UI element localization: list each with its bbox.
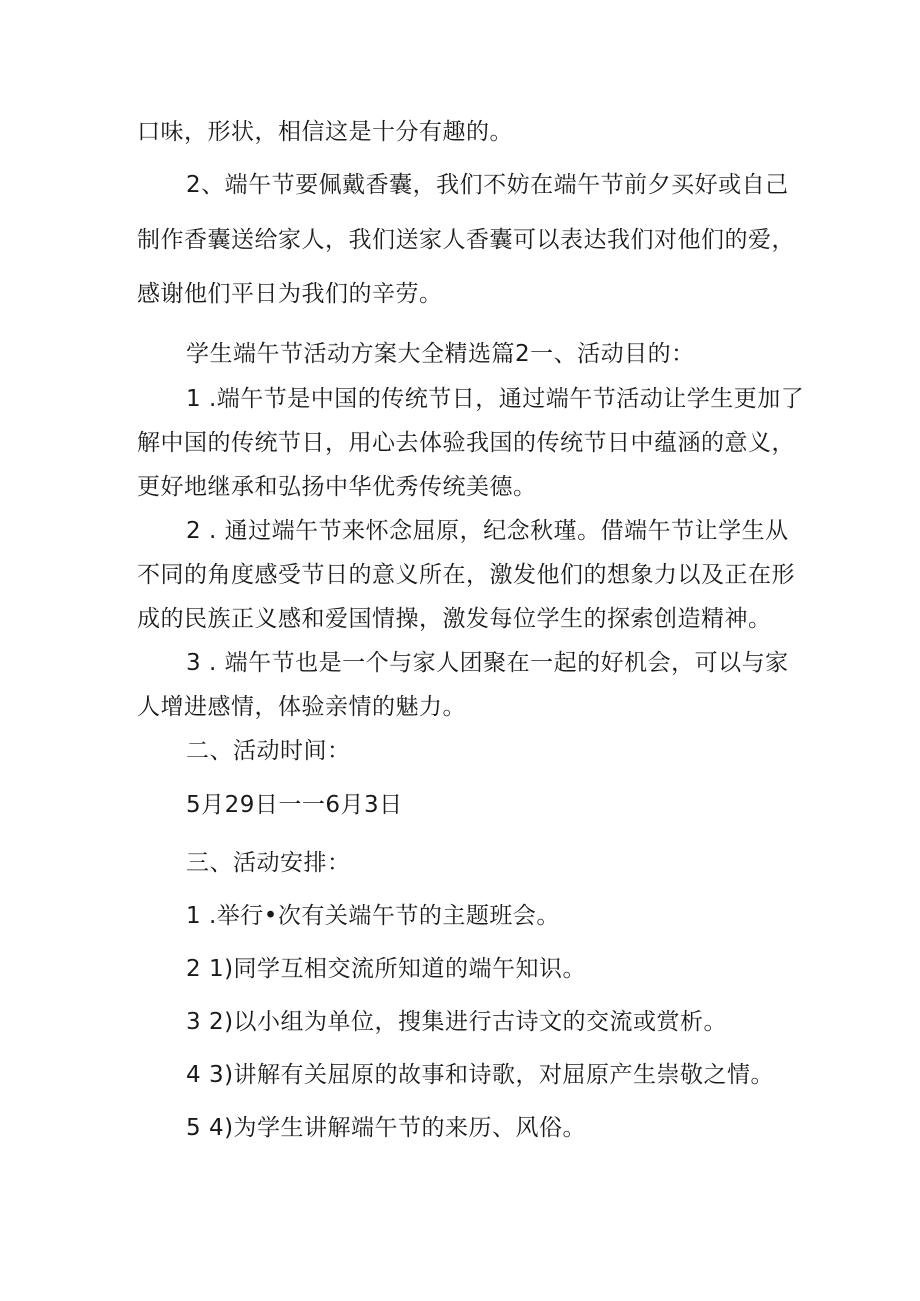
list-item: 4 3)讲解有关屈原的故事和诗歌，对屈原产生崇敬之情。 xyxy=(186,1062,775,1088)
list-item: 3 2)以小组为单位，搜集进行古诗文的交流或赏析。 xyxy=(186,1009,728,1035)
text-line: 口味，形状，相信这是十分有趣的。 xyxy=(137,119,513,145)
text-line: 感谢他们平日为我们的辛劳。 xyxy=(137,281,443,307)
section-heading: 三、活动安排： xyxy=(186,850,351,876)
text-line: 1 .端午节是中国的传统节日，通过端午节活动让学生更加了 xyxy=(186,386,805,412)
text-line: 不同的角度感受节日的意义所在，激发他们的想象力以及正在形 xyxy=(137,562,795,588)
text-line: 更好地继承和弘扬中华优秀传统美德。 xyxy=(137,474,537,500)
text-line: 2、端午节要佩戴香囊，我们不妨在端午节前夕买好或自己 xyxy=(186,172,789,198)
text-line: 成的民族正义感和爱国情操，激发每位学生的探索创造精神。 xyxy=(137,606,772,632)
text-line: 5月29日一一6月3日 xyxy=(186,792,403,818)
section-heading: 二、活动时间： xyxy=(186,738,351,764)
list-item: 1 .举行•次有关端午节的主题班会。 xyxy=(186,903,560,929)
list-item: 2 1)同学互相交流所知道的端午知识。 xyxy=(186,956,587,982)
text-line: 制作香囊送给家人，我们送家人香囊可以表达我们对他们的爱， xyxy=(137,227,795,253)
text-line: 2 . 通过端午节来怀念屈原，纪念秋瑾。借端午节让学生从 xyxy=(186,518,789,544)
list-item: 5 4)为学生讲解端午节的来历、风俗。 xyxy=(186,1115,587,1141)
section-heading: 学生端午节活动方案大全精选篇2一、活动目的： xyxy=(186,341,695,367)
text-line: 解中国的传统节日，用心去体验我国的传统节日中蕴涵的意义， xyxy=(137,430,795,456)
text-line: 人增进感情，体验亲情的魅力。 xyxy=(137,694,466,720)
text-line: 3 . 端午节也是一个与家人团聚在一起的好机会，可以与家 xyxy=(186,650,789,676)
